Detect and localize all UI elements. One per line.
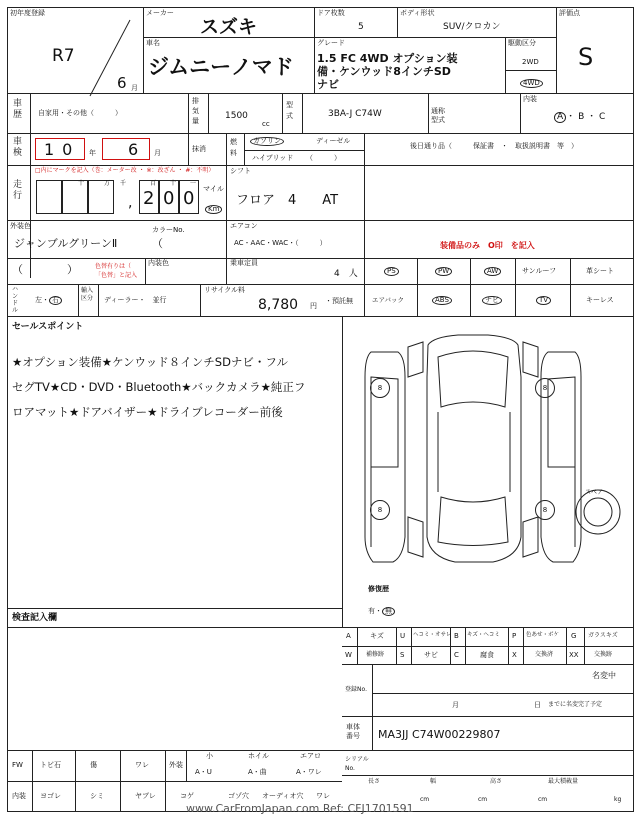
cancel-label: 抹消 <box>192 145 206 153</box>
fuel-diesel: ディーゼル <box>316 137 351 145</box>
inspect-month-box <box>102 138 150 160</box>
equip-navi: ナビ <box>482 296 502 305</box>
inspect-label: 車 検 <box>13 137 23 158</box>
legend-b-desc: キズ・ヘコミ <box>467 632 500 638</box>
date-day: 日 <box>534 701 541 709</box>
int-grade-opts: A ・ B ・ C <box>554 112 605 123</box>
color-no-paren: （ <box>152 237 163 250</box>
color-change-paren: （ ） <box>12 263 78 276</box>
equip-abs: ABS <box>432 296 452 305</box>
ext-wheel: ホイル <box>248 752 269 760</box>
legend-p-desc: 色あせ・ボケ <box>526 632 560 638</box>
fuel-gas: ガソリン <box>250 137 284 146</box>
mileage-note: □内にマークを記入（巻：メーター改 ・ ※：改ざん ・ #：不明） <box>35 167 215 174</box>
ext-opts-2: A・曲 <box>248 768 267 776</box>
recycle-value: 8,780 <box>258 297 299 313</box>
grade-line3: ナビ <box>317 78 339 91</box>
maker-label: メーカー <box>146 9 174 17</box>
mileage-v4: 2 <box>143 188 155 209</box>
int-bottom-label: 内装 <box>12 792 26 800</box>
recycle-unit: 円 <box>310 302 317 310</box>
color-change-note: 色替有りは（ 「色替」と記入 <box>95 263 138 279</box>
date-month: 月 <box>452 701 459 709</box>
drive-4wd: 4WD <box>520 79 543 88</box>
dim-load: 最大積載量 <box>548 778 579 785</box>
disp-label: 排 気 量 <box>192 97 199 125</box>
legend-c-desc: 腐食 <box>480 651 494 659</box>
inspect-year-unit: 年 <box>89 149 96 157</box>
import-value: ディーラー・ 並行 <box>104 296 167 304</box>
tire-rear-left: 8 <box>370 500 390 520</box>
ext-color-value: ジャンブルグリーンⅡ <box>14 237 118 250</box>
ext-color-label: 外装色 <box>10 222 31 230</box>
legend-u: U <box>400 632 406 640</box>
mileage-digit-2 <box>62 180 88 214</box>
serial-label: シリアル No. <box>345 756 369 772</box>
legend-s: S <box>400 651 405 659</box>
legend-p: P <box>512 632 517 640</box>
equip-note: 装備品のみ O印 を記入 <box>440 241 535 250</box>
digit-label-3: 千 <box>120 180 127 187</box>
fw-label: FW <box>12 761 23 769</box>
repair-value: 有・ 無 <box>368 607 395 616</box>
fw-item-2: 傷 <box>90 761 97 769</box>
grade-label: グレード <box>317 39 345 47</box>
int-item-6: オーディオ穴 <box>262 792 304 800</box>
legend-g-desc: ガラスキズ <box>588 632 618 639</box>
first-reg-era: R7 <box>52 46 75 66</box>
fw-item-3: ワレ <box>135 761 149 769</box>
mileage-comma: , <box>128 195 133 211</box>
grade-line1: 1.5 FC 4WD オプション装 <box>317 52 458 65</box>
inspection-label: 検査記入欄 <box>12 613 58 623</box>
shift-value: フロア 4 AT <box>236 193 339 208</box>
grade-line2: 備・ケンウッド8インチSD <box>317 65 451 78</box>
legend-c: C <box>454 651 459 659</box>
legend-s-desc: サビ <box>424 651 438 659</box>
dim-unit-1: cm <box>420 796 430 803</box>
int-item-2: シミ <box>90 792 104 800</box>
date-note: までに名変完了予定 <box>548 701 603 708</box>
capacity-label: 乗車定員 <box>230 259 258 267</box>
int-grade-label: 内装 <box>523 95 537 103</box>
legend-xx: XX <box>569 651 579 659</box>
legend-w: W <box>345 651 352 659</box>
ac-opts: AC・AAC・WAC・（ ） <box>234 239 327 247</box>
int-color-label: 内装色 <box>148 259 169 267</box>
model-value: ジムニーノマド <box>148 55 294 79</box>
reg-no-label: 登録No. <box>345 686 367 693</box>
ext-opts-3: A・ワレ <box>296 768 322 776</box>
equip-airbag: エアバック <box>372 296 404 304</box>
tire-front-left: 8 <box>370 378 390 398</box>
int-item-3: ヤブレ <box>135 792 156 800</box>
color-no-label: カラーNo. <box>152 226 185 234</box>
watermark: www.CarFromJapan.com Ref: CFJ1701591 <box>186 802 414 815</box>
mileage-v6: 0 <box>183 188 195 209</box>
dim-width: 幅 <box>430 778 437 785</box>
equip-keyless: キーレス <box>586 296 614 304</box>
fuel-paren: （ ） <box>306 154 341 162</box>
doors-label: ドア枚数 <box>317 9 345 17</box>
tire-front-right: 8 <box>535 378 555 398</box>
mileage-label: 走 行 <box>13 180 23 201</box>
ext-opts-1: A・U <box>195 768 212 776</box>
digit-label-2: 万 <box>104 180 111 187</box>
legend-xx-desc: 交換跡 <box>594 651 613 658</box>
shift-label: シフト <box>230 167 251 175</box>
month-unit: 月 <box>131 84 138 92</box>
equip-ps: PS <box>384 267 399 276</box>
dim-height: 高さ <box>490 778 503 785</box>
chassis-value: MA3JJ C74W00229807 <box>378 728 501 741</box>
sales-line2: セグTV★CD・DVD・Bluetooth★バックカメラ★純正フ <box>12 380 306 394</box>
slash-divider <box>85 18 135 98</box>
dim-unit-2: cm <box>478 796 488 803</box>
maker-value: スズキ <box>200 16 258 38</box>
name-change-label: 名変中 <box>592 671 616 680</box>
equip-leather: 革シート <box>586 267 614 275</box>
capacity-value: 4 人 <box>334 269 358 279</box>
repair-label: 修復歴 <box>368 585 389 593</box>
legend-g: G <box>571 632 577 640</box>
drive-label: 駆動区分 <box>508 39 536 47</box>
legend-x-desc: 交換済 <box>535 651 554 658</box>
disp-unit: cc <box>262 120 270 128</box>
equip-tv: TV <box>536 296 551 305</box>
score-label: 評価点 <box>559 9 580 17</box>
sales-label: セールスポイント <box>12 322 84 332</box>
first-reg-month: 6 <box>117 74 127 92</box>
legend-a: A <box>346 632 351 640</box>
dim-unit-load: kg <box>614 796 622 803</box>
score-value: S <box>578 43 594 71</box>
legend-a-desc: キズ <box>370 632 384 640</box>
digit-label-6: 一 <box>190 180 197 187</box>
model-label: 車名 <box>146 39 160 47</box>
mileage-v5: 0 <box>163 188 175 209</box>
mileage-unit-km: Km <box>205 205 222 214</box>
equip-aw: AW <box>484 267 501 276</box>
body-label: ボディ形状 <box>400 9 435 17</box>
ext-small: 小 <box>206 752 213 760</box>
chassis-label: 車体 番号 <box>346 723 360 740</box>
sales-line3: ロアマット★ドアバイザー★ドライブレコーダー前後 <box>12 405 283 419</box>
legend-u-desc: ヘコミ・オサレ <box>413 632 452 638</box>
reg-history-label: 車 歴 <box>13 99 23 120</box>
first-reg-label: 初年度登録 <box>10 9 45 17</box>
legend-b: B <box>454 632 459 640</box>
disp-value: 1500 <box>225 111 248 121</box>
inspect-year: 10 <box>44 140 81 159</box>
ext-aero: エアロ <box>300 752 321 760</box>
fw-item-1: トビ石 <box>40 761 61 769</box>
digit-label-5: 十 <box>170 180 177 187</box>
equip-pw: PW <box>435 267 452 276</box>
import-label: 輸入 区分 <box>81 287 94 302</box>
tire-rear-right: 8 <box>535 500 555 520</box>
equip-sunroof: サンルーフ <box>522 267 557 275</box>
fuel-hybrid: ハイブリッド <box>252 154 294 162</box>
digit-label-4: 百 <box>150 180 157 187</box>
dim-length: 長さ <box>368 778 381 785</box>
mileage-unit-mile: マイル <box>203 185 224 193</box>
legend-x: X <box>512 651 517 659</box>
inspect-month: 6 <box>128 140 139 159</box>
int-item-7: ワレ <box>316 792 330 800</box>
recycle-label: リサイクル料 <box>204 286 246 294</box>
car-diagram <box>343 317 633 592</box>
pass-label: 通称 型式 <box>431 107 445 124</box>
ext-bottom-label: 外装 <box>169 761 183 769</box>
deposit-note: ・預託無 <box>325 297 353 305</box>
mileage-digit-1 <box>36 180 62 214</box>
drive-2wd: 2WD <box>522 58 539 66</box>
handle-value: 左・ 右 <box>35 296 62 305</box>
type-label: 型 式 <box>286 101 293 120</box>
handle-label: ハ ン ド ル <box>12 286 19 314</box>
mileage-digit-3 <box>88 180 114 214</box>
ac-label: エアコン <box>230 222 258 230</box>
doors-value: 5 <box>358 22 364 32</box>
digit-label-1: 十 <box>78 180 85 187</box>
type-code: 3BA-J C74W <box>328 109 382 119</box>
use-value: 自家用・その他（ ） <box>38 109 122 117</box>
inspect-month-unit: 月 <box>154 149 161 157</box>
spare-label: スペア <box>585 489 604 496</box>
int-item-5: ゴゾ穴 <box>228 792 249 800</box>
dim-unit-3: cm <box>538 796 548 803</box>
reg-note: 後日通り品（ 保証書 ・ 取扱説明書 等 ） <box>410 142 578 150</box>
legend-w-desc: 補修跡 <box>366 651 385 658</box>
int-item-1: ヨゴレ <box>40 792 61 800</box>
body-value: SUV/クロカン <box>443 22 501 32</box>
sales-line1: ★オプション装備★ケンウッド８インチSDナビ・フル <box>12 355 288 369</box>
int-item-4: コゲ <box>180 792 194 800</box>
fuel-label: 燃 料 <box>230 138 237 157</box>
